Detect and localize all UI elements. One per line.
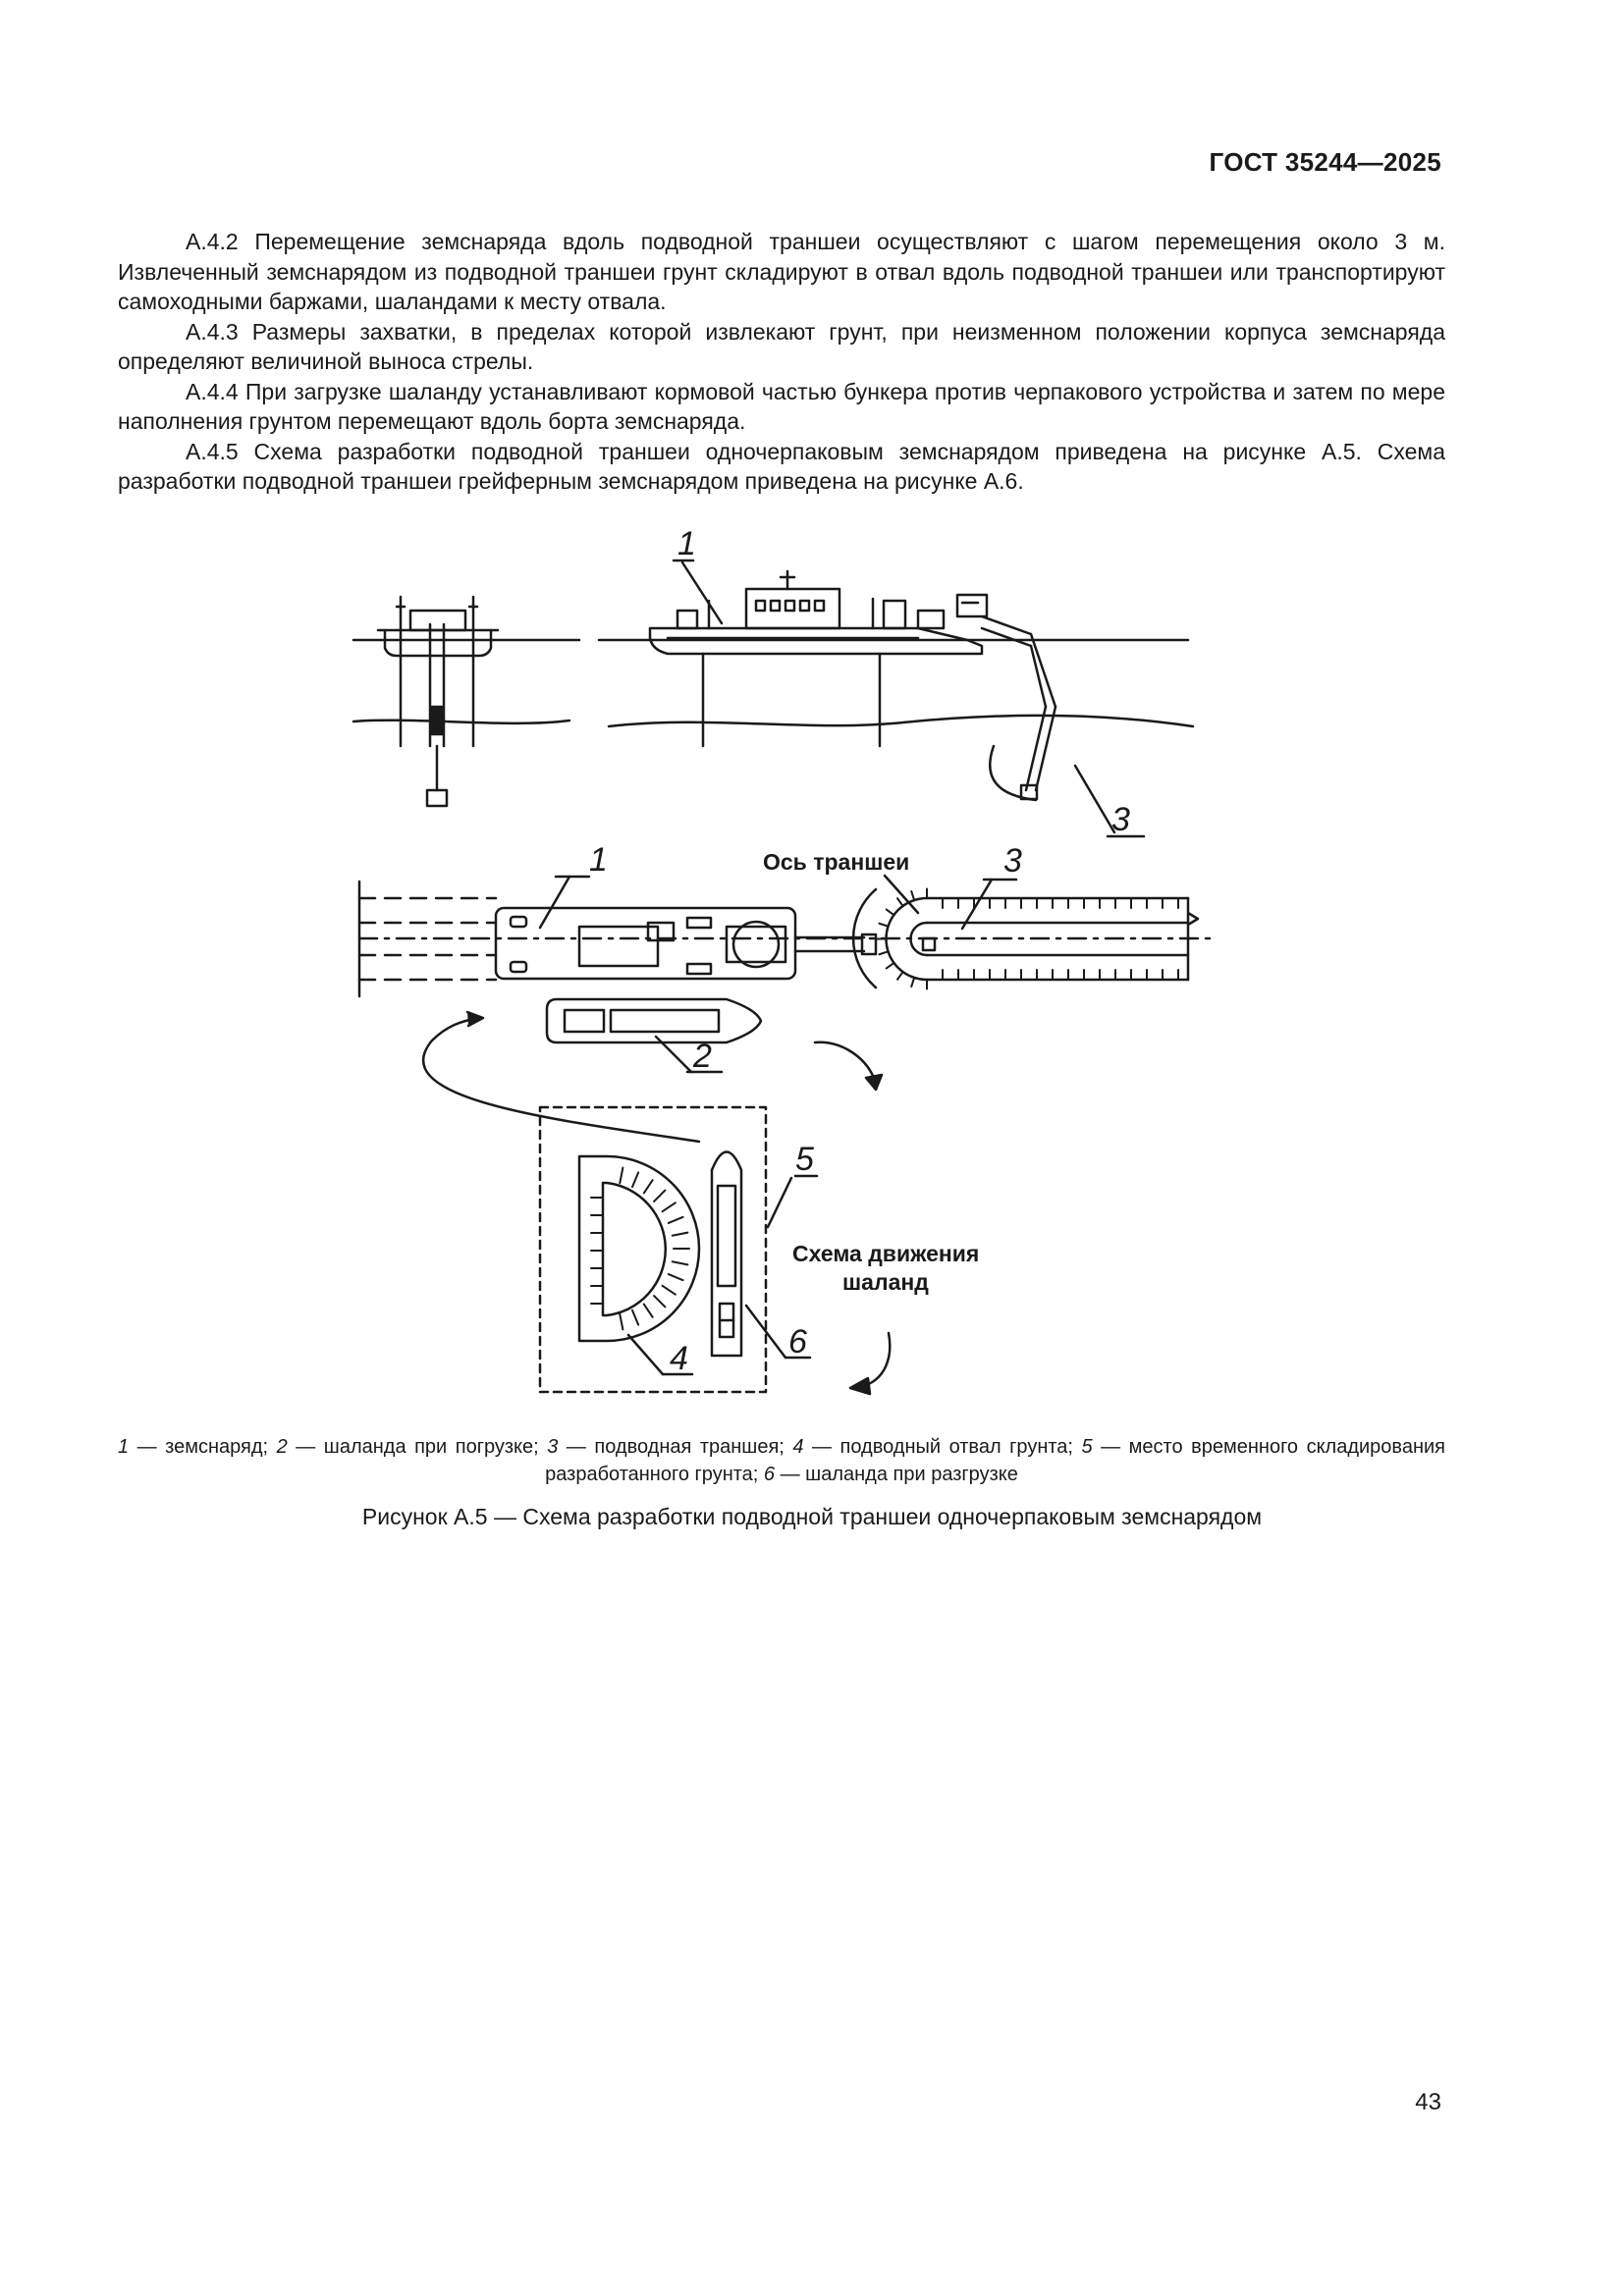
legend-item-1: 1 — земснаряд;: [118, 1436, 277, 1458]
dredge-boom: [982, 616, 1056, 800]
legend-item-6: 6 — шаланда при разгрузке: [763, 1464, 1018, 1485]
temporary-storage-area: [540, 1107, 766, 1392]
arrowhead-route: [467, 1012, 483, 1026]
label-3-top: 3: [1111, 801, 1130, 838]
mound-tick: [644, 1180, 653, 1193]
paragraph-a43: А.4.3 Размеры захватки, в пределах которой извлекают грунт, при неизменном положении корпуса земснаряда определяют величиной выноса стрелы.: [118, 318, 1445, 374]
mound-tick: [673, 1233, 688, 1236]
leader-3-top: [1075, 766, 1114, 832]
turn-arrow-right: [815, 1042, 874, 1078]
label-scheme-line1: Схема движения: [792, 1241, 980, 1266]
trench-arc-outer: [853, 889, 876, 988]
mound-tick: [644, 1305, 653, 1317]
arrowhead-turn-right: [866, 1075, 882, 1090]
leader-1-top: [682, 562, 722, 623]
label-4: 4: [670, 1340, 688, 1377]
mound-tick: [632, 1310, 638, 1325]
label-trench-axis: Ось траншеи: [763, 849, 910, 875]
legend-item-4: 4 — подводный отвал грунта;: [792, 1436, 1082, 1458]
paragraph-a42: А.4.2 Перемещение земснаряда вдоль подводной траншеи осуществляют с шагом перемещения около 3 м. Извлеченный земснарядом из подводной траншеи грунт складируют в отвал вдоль подводной траншеи или транспортируют самоходными баржами, шаландами к месту отвала.: [118, 229, 1445, 314]
arrowhead-turn-bottom: [850, 1378, 870, 1394]
paragraph-a45: А.4.5 Схема разработки подводной траншеи одночерпаковым земснарядом приведена на рисунке А.5. Схема разработки подводной траншеи грейферным земснарядом приведена на рисунке А.6.: [118, 438, 1445, 494]
leader-4: [628, 1335, 663, 1374]
mound-tick: [673, 1261, 688, 1264]
trench-arc-tick: [879, 924, 888, 927]
barge-loading: [547, 999, 761, 1042]
trench-outline: [359, 881, 1213, 996]
leader-axis: [885, 876, 918, 913]
label-1-plan: 1: [589, 841, 608, 879]
barge-unloading: [712, 1152, 741, 1357]
dump-mound: [579, 1156, 699, 1341]
barge-route-arrow: [423, 1018, 699, 1142]
document-header: ГОСТ 35244—2025: [1209, 147, 1441, 177]
seabed-line: [353, 716, 1193, 726]
leader-3-plan: [962, 880, 992, 929]
trench-arc-tick: [897, 972, 903, 980]
leader-5: [768, 1178, 791, 1227]
label-2: 2: [693, 1038, 712, 1075]
mound-tick: [663, 1202, 676, 1211]
trench-arc-tick: [911, 978, 914, 987]
dredger-plan-view: [496, 908, 935, 979]
mound-tick: [669, 1274, 683, 1280]
trench-arc-tick: [887, 910, 894, 916]
label-3-plan: 3: [1003, 842, 1022, 880]
leader-1-plan: [540, 877, 569, 928]
leader-6: [746, 1306, 785, 1358]
paragraph-a44: А.4.4 При загрузке шаланду устанавливают кормовой частью бункера против черпакового устройства и затем по мере наполнения грунтом перемещают вдоль борта земснаряда.: [118, 378, 1445, 434]
mound-tick: [654, 1191, 665, 1201]
dredger-side-view: [650, 571, 987, 746]
turn-arrow-bottom: [864, 1333, 890, 1386]
mound-tick: [669, 1217, 683, 1223]
leader-2: [656, 1037, 691, 1072]
label-6: 6: [788, 1323, 807, 1361]
label-scheme-line2: шаланд: [842, 1269, 929, 1295]
trench-arc-tick: [897, 898, 903, 906]
figure-caption: Рисунок А.5 — Схема разработки подводной траншеи одночерпаковым земснарядом: [361, 1504, 1263, 1529]
mound-tick: [620, 1314, 623, 1330]
mound-tick: [663, 1286, 676, 1295]
mound-tick: [632, 1172, 638, 1187]
label-1-top: 1: [677, 525, 696, 562]
page-number: 43: [1415, 2089, 1441, 2115]
legend-item-3: 3 — подводная траншея;: [547, 1436, 793, 1458]
label-5: 5: [795, 1141, 814, 1178]
trench-arc-tick: [887, 963, 894, 969]
trench-ticks: [877, 889, 1178, 989]
mound-tick: [620, 1168, 623, 1184]
legend-item-5: 5 — место временного складирования разработанного грунта;: [545, 1436, 1445, 1485]
body-text: [118, 227, 1445, 497]
legend-item-2: 2 — шаланда при погрузке;: [276, 1436, 548, 1458]
figure-legend: [118, 1433, 1445, 1488]
trench-arc-tick: [879, 951, 888, 954]
mound-tick: [654, 1296, 665, 1307]
trench-arc-tick: [911, 891, 914, 900]
dredger-end-view: [378, 597, 498, 806]
